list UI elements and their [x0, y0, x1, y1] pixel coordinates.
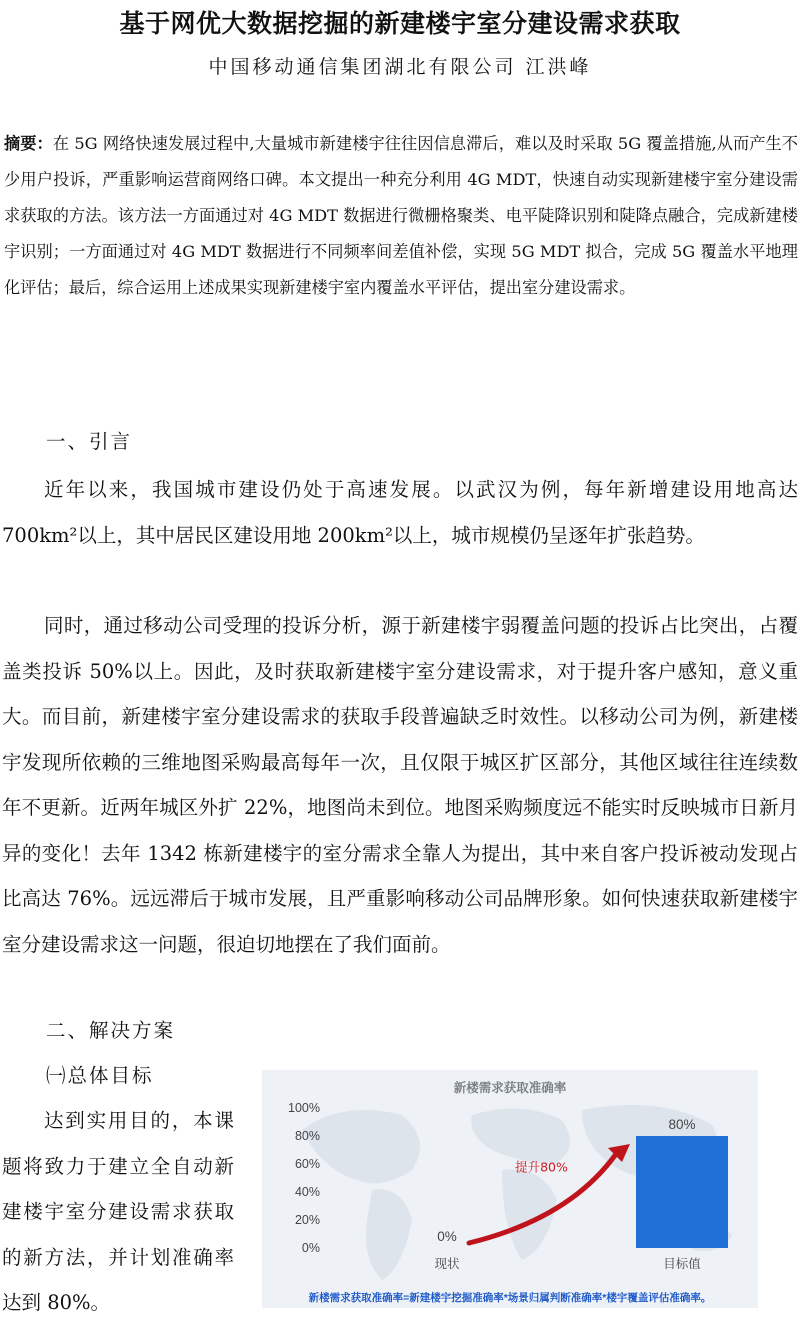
y-tick-label: 60% — [294, 1157, 320, 1171]
arrow-annotation: 提升80% — [515, 1159, 568, 1175]
data-label: 0% — [437, 1229, 457, 1244]
chart-formula: 新楼需求获取准确率=新建楼宇挖掘准确率*场景归属判断准确率*楼宇覆盖评估准确率。 — [308, 1292, 712, 1304]
intro-paragraph-1: 近年以来，我国城市建设仍处于高速发展。以武汉为例，每年新增建设用地高达 700km²以上，其中居民区建设用地 200km²以上，城市规模仍呈逐年扩张趋势。 — [2, 478, 798, 547]
accuracy-chart — [262, 1070, 758, 1308]
abstract-text: 在 5G 网络快速发展过程中,大量城市新建楼宇往往因信息滞后，难以及时采取 5G 覆盖措施,从而产生不少用户投诉，严重影响运营商网络口碑。本文提出一种充分利用 4G MDT，快速自动实现新建楼宇室分建设需求获取的方法。该方法一方面通过对 4G MDT 数据进行微栅格聚类、电平陡降识别和陡降点融合，完成新建楼宇识别；一方面通过对 4G MDT 数据进行不同频率间差值补偿，实现 5G MDT 拟合，完成 5G 覆盖水平地理化评估；最后，综合运用上述成果实现新建楼宇室内覆盖水平评估，提出室分建设需求。 — [4, 134, 798, 297]
intro-paragraph-2: 同时，通过移动公司受理的投诉分析，源于新建楼宇弱覆盖问题的投诉占比突出，占覆盖类投诉 50%以上。因此，及时获取新建楼宇室分建设需求，对于提升客户感知，意义重大。而目前，新建楼宇室分建设需求的获取手段普遍缺乏时效性。以移动公司为例，新建楼宇发现所依赖的三维地图采购最高每年一次，且仅限于城区扩区部分，其他区域往往连续数年不更新。近两年城区外扩 22%，地图尚未到位。地图采购频度远不能实时反映城市日新月异的变化！去年 1342 栋新建楼宇的室分需求全靠人为提出，其中来自客户投诉被动发现占比高达 76%。远远滞后于城市发展，且严重影响移动公司品牌形象。如何快速获取新建楼宇室分建设需求这一问题，很迫切地摆在了我们面前。 — [2, 614, 798, 956]
y-tick-label: 40% — [294, 1185, 320, 1199]
bars — [636, 1136, 728, 1248]
data-label: 80% — [668, 1117, 696, 1132]
subsection-heading-goal: ㈠总体目标 — [46, 1064, 154, 1087]
y-tick-label: 80% — [294, 1129, 320, 1143]
abstract — [4, 126, 798, 306]
chart-svg — [262, 1070, 758, 1308]
abstract-label: 摘要： — [4, 134, 53, 153]
category-label: 目标值 — [663, 1256, 701, 1271]
paper-title: 基于网优大数据挖掘的新建楼宇室分建设需求获取 — [119, 9, 681, 38]
author-line: 中国移动通信集团湖北有限公司 江洪峰 — [208, 56, 592, 78]
category-label: 现状 — [434, 1256, 460, 1271]
goal-paragraph: 达到实用目的，本课题将致力于建立全自动新建楼宇室分建设需求获取的新方法，并计划准确率达到 80%。 — [2, 1109, 234, 1314]
x-axis-categories — [434, 1256, 701, 1271]
y-tick-label: 20% — [294, 1213, 320, 1227]
bar-2 — [636, 1136, 728, 1248]
y-tick-label: 100% — [288, 1101, 320, 1115]
y-tick-label: 0% — [301, 1241, 320, 1255]
section-heading-intro: 一、引言 — [46, 430, 133, 453]
chart-title: 新楼需求获取准确率 — [453, 1081, 567, 1095]
section-heading-solution: 二、解决方案 — [46, 1019, 176, 1042]
